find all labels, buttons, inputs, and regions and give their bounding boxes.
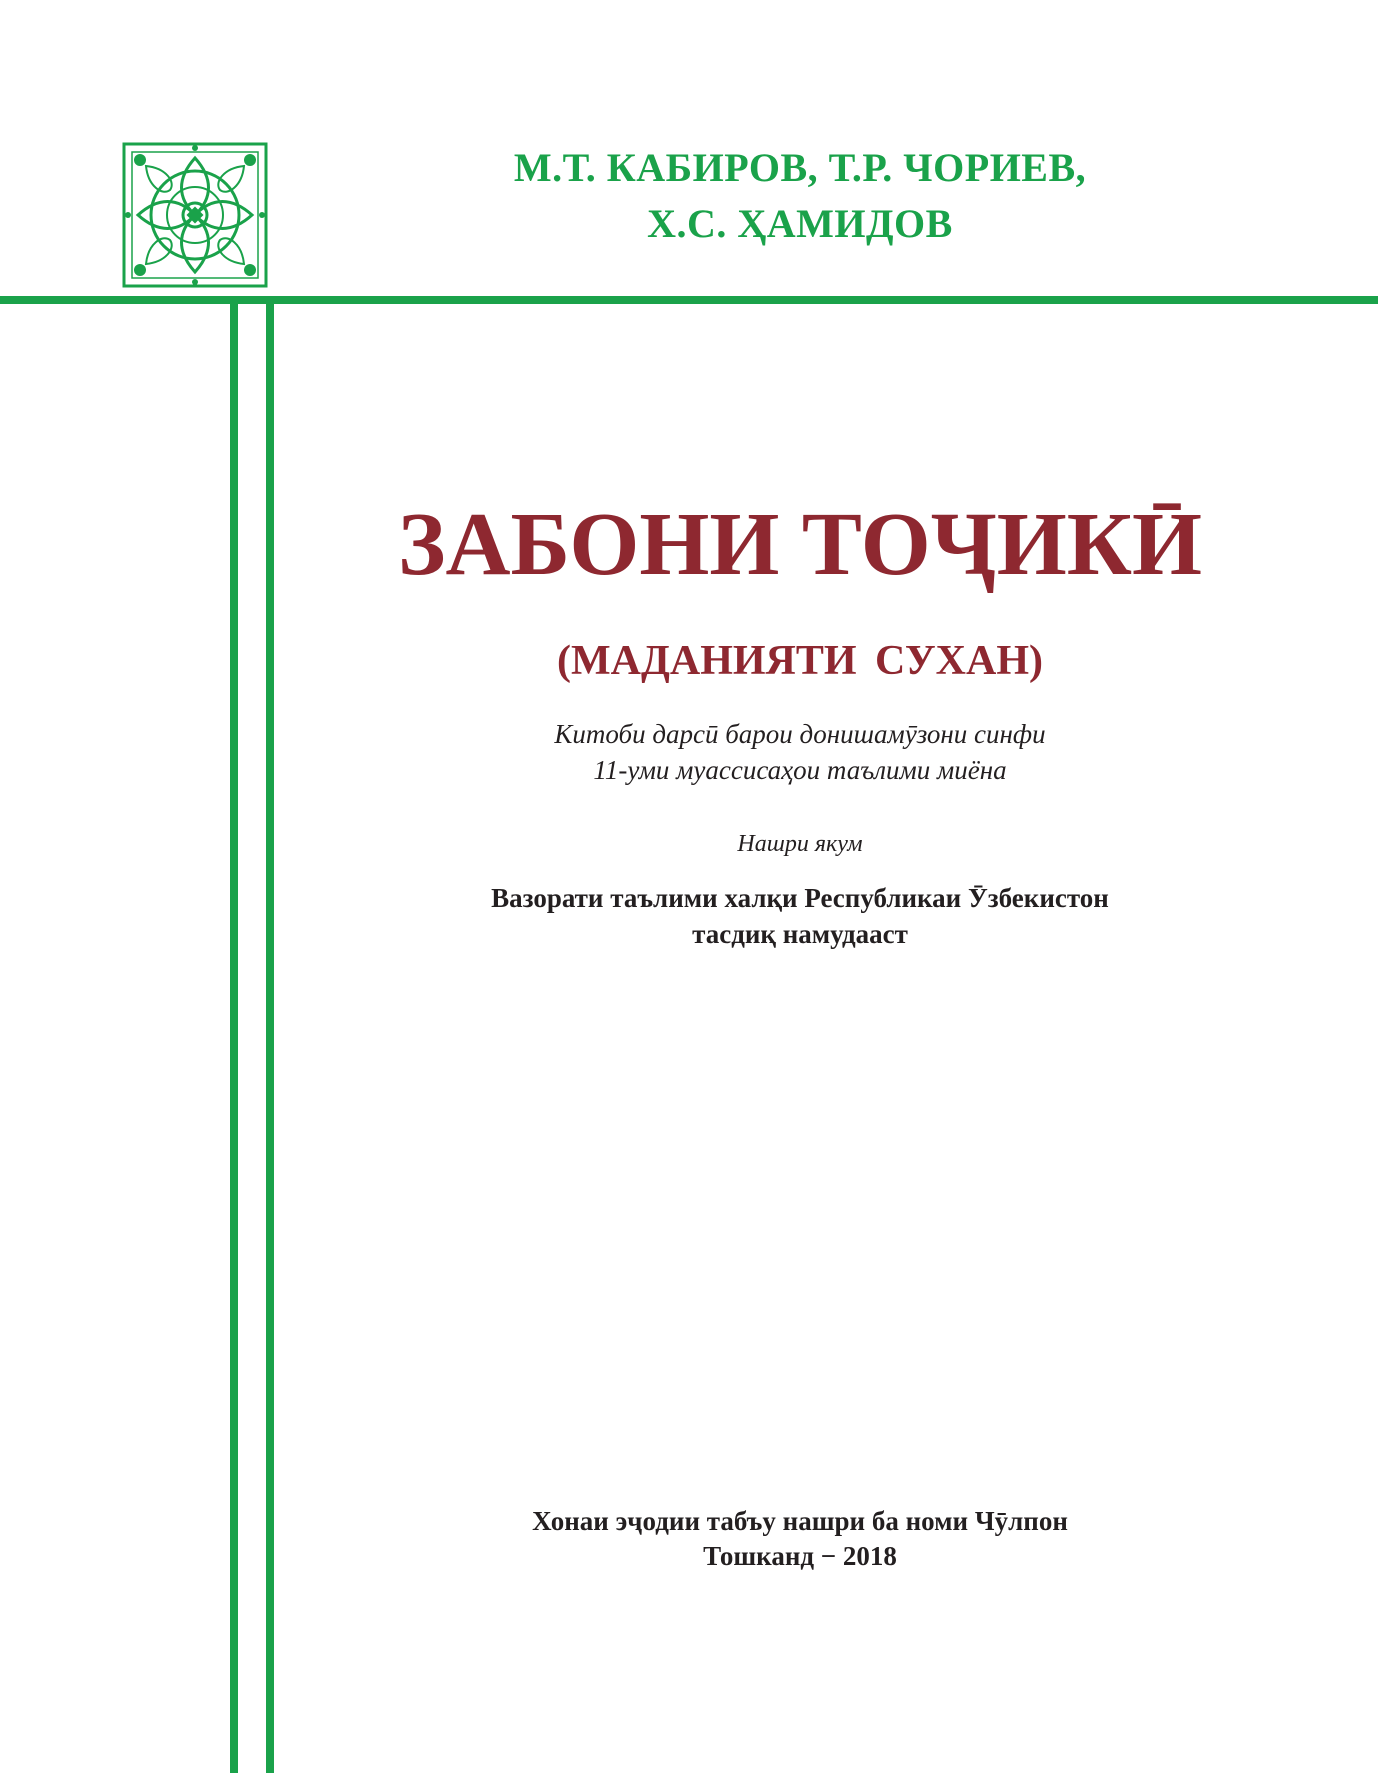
description-line-2: 11-уми муассисаҳои таълими миёна xyxy=(593,755,1007,785)
publisher-line-1: Хонаи эҷодии табъу нашри ба номи Чӯлпон xyxy=(532,1506,1068,1536)
authors-line-1: М.Т. КАБИРОВ, Т.Р. ЧОРИЕВ, xyxy=(513,145,1087,190)
book-subtitle: (МАДАНИЯТИ СУХАН) xyxy=(557,638,1043,684)
edition-note: Нашри якум xyxy=(737,831,863,857)
vertical-rule-left xyxy=(230,304,238,1773)
publisher-info xyxy=(300,1504,1300,1574)
vertical-rule-right xyxy=(266,304,274,1773)
authors-line-2: Х.С. ҲАМИДОВ xyxy=(647,201,953,246)
publisher-line-2: Тошканд − 2018 xyxy=(703,1541,897,1571)
book-description xyxy=(300,716,1300,788)
ornament-icon xyxy=(118,138,272,292)
approval-line-1: Вазорати таълими халқи Республикаи Ӯзбекистон xyxy=(491,883,1109,913)
book-title: ЗАБОНИ ТОҶИКӢ xyxy=(397,495,1203,594)
approval-line-2: тасдиқ намудааст xyxy=(692,919,908,949)
horizontal-rule xyxy=(0,296,1378,304)
approval-note xyxy=(300,880,1300,952)
authors xyxy=(300,140,1300,252)
description-line-1: Китоби дарсӣ барои донишамӯзони синфи xyxy=(554,719,1046,749)
